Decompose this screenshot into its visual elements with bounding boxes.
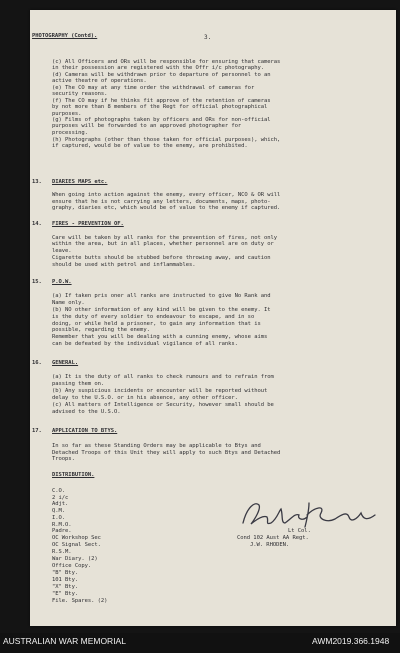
- text-line: possible, regarding the enemy.: [52, 327, 150, 333]
- section-number: 16.: [32, 360, 42, 366]
- text-line: R.M.O.: [52, 522, 72, 528]
- text-line: within the area, but in all places, whether personnel are on duty or: [52, 241, 274, 247]
- text-line: "B" Bty.: [52, 570, 79, 576]
- text-line: (b) NO other information of any kind will be given to the enemy. It: [52, 307, 271, 313]
- text-line: graphy, diaries etc, which would be of value to the enemy if captured.: [52, 205, 281, 211]
- text-line: (a) It is the duty of all ranks to check rumours and to refrain from: [52, 374, 274, 380]
- section-heading: DISTRIBUTION.: [52, 472, 95, 478]
- section-heading: DIARIES MAPS etc.: [52, 179, 108, 185]
- text-line: (a) If taken pris oner all ranks are instructed to give No Rank and: [52, 293, 271, 299]
- text-line: 101 Bty.: [52, 577, 79, 583]
- text-line: File. Spares. (2): [52, 598, 108, 604]
- text-line: "X" Bty.: [52, 584, 79, 590]
- text-line: Name only.: [52, 300, 85, 306]
- text-line: War Diary. (2): [52, 556, 98, 562]
- text-line: purposes will be forwarded to an approved photographer for: [52, 123, 242, 129]
- text-line: Remember that you will be dealing with a cunning enemy, whose aims: [52, 334, 268, 340]
- section-number: 17.: [32, 428, 42, 434]
- text-line: R.S.M.: [52, 549, 72, 555]
- text-line: (h) Photographs (other than those taken for official purposes), which,: [52, 137, 281, 143]
- text-line: OC Signal Sect.: [52, 542, 101, 548]
- text-line: processing.: [52, 130, 88, 136]
- text-line: C.O.: [52, 488, 66, 494]
- text-line: ensure that he is not carrying any letters, documents, maps, photo-: [52, 199, 271, 205]
- signature-command: Cond 102 Aust AA Regt.: [237, 535, 309, 541]
- text-line: Office Copy.: [52, 563, 92, 569]
- text-line: Care will be taken by all ranks for the prevention of fires, not only: [52, 235, 278, 241]
- text-line: Padre.: [52, 528, 72, 534]
- text-line: Detached Troops of this Unit they will apply to such Btys and Detached: [52, 450, 281, 456]
- text-line: (d) Cameras will be withdrawn prior to departure of personnel to an: [52, 72, 271, 78]
- page-number: 3.: [204, 34, 212, 41]
- section-heading: P.O.W.: [52, 279, 72, 285]
- text-line: doing, or while held a prisoner, to gain any information that is: [52, 321, 261, 327]
- footer-institution: AUSTRALIAN WAR MEMORIAL: [3, 636, 126, 646]
- text-line: security reasons.: [52, 91, 108, 97]
- text-line: (b) Any suspicious incidents or encounter will be reported without: [52, 388, 268, 394]
- text-line: "E" Bty.: [52, 591, 79, 597]
- signature-name: J.W. RHODEN.: [250, 542, 290, 548]
- archive-footer: [0, 633, 400, 653]
- text-line: if captured, would be of value to the enemy, are prohibited.: [52, 143, 248, 149]
- text-line: OC Workshop Sec: [52, 535, 101, 541]
- text-line: in their possession are registered with the Offr i/c photography.: [52, 65, 264, 71]
- section-heading: FIRES - PREVENTION OF.: [52, 221, 124, 227]
- text-line: (c) All Officers and ORs will be responsible for ensuring that cameras: [52, 59, 281, 65]
- text-line: Troops.: [52, 456, 75, 462]
- text-line: Adjt.: [52, 501, 69, 507]
- text-line: I.O.: [52, 515, 66, 521]
- text-line: is the duty of every soldier to endeavour to escape, and in so: [52, 314, 255, 320]
- text-line: (c) All matters of Intelligence or Security, however small should be: [52, 402, 274, 408]
- section-header: PHOTOGRAPHY (Contd).: [32, 33, 98, 39]
- text-line: (e) The CO may at any time order the withdrawal of cameras for: [52, 85, 255, 91]
- text-line: delay to the U.S.O. or in his absence, any other officer.: [52, 395, 238, 401]
- handwritten-signature: [237, 497, 381, 531]
- text-line: (f) The CO may if he thinks fit approve of the retention of cameras: [52, 98, 271, 104]
- text-line: Q.M.: [52, 508, 66, 514]
- section-number: 15.: [32, 279, 42, 285]
- text-line: active theatre of operations.: [52, 78, 147, 84]
- text-line: 2 i/c: [52, 495, 69, 501]
- signature-rank: Lt Col.: [288, 528, 311, 534]
- text-line: leave.: [52, 248, 72, 254]
- text-line: should be used with petrol and inflammables.: [52, 262, 196, 268]
- text-line: advised to the U.S.O.: [52, 409, 121, 415]
- section-number: 13.: [32, 179, 42, 185]
- text-line: (g) Films of photographs taken by officers and ORs for non-official: [52, 117, 271, 123]
- text-line: can be defeated by the individual vigilance of all ranks.: [52, 341, 238, 347]
- section-number: 14.: [32, 221, 42, 227]
- document-page: [30, 10, 396, 626]
- text-line: by not more than 8 members of the Regt for official photographical: [52, 104, 268, 110]
- text-line: When going into action against the enemy, every officer, NCO & OR will: [52, 192, 281, 198]
- section-heading: APPLICATION TO BTYS.: [52, 428, 118, 434]
- text-line: passing them on.: [52, 381, 105, 387]
- footer-accession-number: AWM2019.366.1948: [312, 636, 390, 646]
- section-heading: GENERAL.: [52, 360, 79, 366]
- text-line: purposes.: [52, 111, 82, 117]
- text-line: Cigarette butts should be stubbed before throwing away, and caution: [52, 255, 271, 261]
- text-line: In so far as these Standing Orders may be applicable to Btys and: [52, 443, 261, 449]
